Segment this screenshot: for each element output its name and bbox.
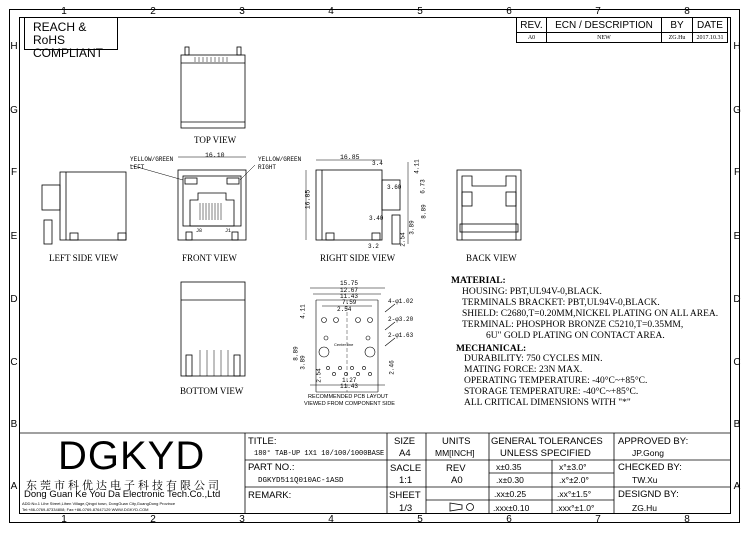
date-header: DATE bbox=[693, 18, 728, 33]
pcb-center-line-label: Center line bbox=[334, 342, 354, 347]
dimension-3-40: 3.40 bbox=[369, 215, 384, 222]
scale-value: 1:1 bbox=[399, 475, 413, 486]
zone-col-bottom: 2 bbox=[150, 514, 156, 525]
remark-label: REMARK: bbox=[248, 490, 292, 501]
tolerance-angular: .x°±2.0° bbox=[559, 475, 589, 485]
compliance-line1: REACH & RoHS bbox=[33, 20, 87, 47]
mechanical-line: ALL CRITICAL DIMENSIONS WITH "*" bbox=[464, 398, 631, 408]
checked-by-label: CHECKED BY: bbox=[618, 462, 682, 473]
pcb-dim-8-89: 8.89 bbox=[292, 346, 300, 361]
rev-header: REV. bbox=[517, 18, 547, 33]
led-right-side-label: RIGHT bbox=[258, 164, 277, 171]
zone-row-left: F bbox=[10, 167, 18, 178]
zone-col-top: 6 bbox=[506, 6, 512, 17]
tolerance-linear: .xxx±0.10 bbox=[493, 503, 530, 513]
sheet-value: 1/3 bbox=[399, 503, 413, 514]
company-logo: DGKYD bbox=[58, 434, 206, 478]
rev-label: REV bbox=[446, 463, 466, 474]
material-line: SHIELD: C2680,T=0.20MM,NICKEL PLATING ON ALL AREA. bbox=[462, 309, 719, 319]
zone-col-bottom: 4 bbox=[328, 514, 334, 525]
tolerance-subtitle: UNLESS SPECIFIED bbox=[500, 448, 591, 459]
mechanical-line: OPERATING TEMPERATURE: -40°C~+85°C. bbox=[464, 376, 648, 386]
date-value: 2017.10.31 bbox=[693, 33, 728, 43]
tolerance-title: GENERAL TOLERANCES bbox=[491, 436, 603, 447]
zone-row-right: C bbox=[733, 357, 741, 368]
checked-by-value: TW.Xu bbox=[632, 475, 658, 485]
pcb-dim-1-27: 1.27 bbox=[342, 377, 357, 384]
pcb-dim-11-43: 11.43 bbox=[340, 293, 359, 300]
pcb-layout-caption-sub: VIEWED FROM COMPONENT SIDE bbox=[304, 401, 395, 407]
dimension-3-60: 3.60 bbox=[387, 184, 402, 191]
pcb-hole-1-63: 2-φ1.63 bbox=[388, 332, 414, 339]
zone-col-top: 3 bbox=[239, 6, 245, 17]
zone-row-left: H bbox=[10, 41, 18, 52]
front-view-caption: FRONT VIEW bbox=[182, 253, 237, 263]
size-value: A4 bbox=[399, 448, 411, 459]
size-label: SIZE bbox=[394, 436, 416, 447]
sheet-label: SHEET bbox=[389, 490, 421, 501]
dimension-3-2: 3.2 bbox=[368, 243, 379, 250]
pcb-dim-2-54-vertical: 2.54 bbox=[315, 368, 323, 383]
mechanical-title: MECHANICAL: bbox=[456, 344, 527, 354]
approved-by-value: JP.Gong bbox=[632, 448, 664, 458]
by-value: ZG.Hu bbox=[662, 33, 693, 43]
mechanical-line: DURABILITY: 750 CYCLES MIN. bbox=[464, 354, 603, 364]
dimension-3-89: 3.89 bbox=[408, 220, 416, 235]
mechanical-line: STORAGE TEMPERATURE: -40°C~+85°C. bbox=[464, 387, 639, 397]
zone-col-top: 5 bbox=[417, 6, 423, 17]
tolerance-angular: x°±3.0° bbox=[559, 462, 587, 472]
right-side-view-caption: RIGHT SIDE VIEW bbox=[320, 253, 396, 263]
tolerance-angular: .xxx°±1.0° bbox=[556, 503, 595, 513]
pcb-dim-11-43-bottom: 11.43 bbox=[340, 383, 359, 390]
zone-col-bottom: 5 bbox=[417, 514, 423, 525]
by-header: BY bbox=[662, 18, 693, 33]
zone-row-right: A bbox=[733, 481, 741, 492]
approved-by-label: APPROVED BY: bbox=[618, 436, 689, 447]
material-title: MATERIAL: bbox=[451, 276, 506, 286]
part-no-value: DGKYD511Q010AC-1ASD bbox=[258, 477, 344, 485]
pcb-dim-4-11: 4.11 bbox=[299, 304, 307, 319]
led-left-side-label: LEFT bbox=[130, 164, 145, 171]
tolerance-linear: .xx±0.25 bbox=[494, 489, 527, 499]
back-view-caption: BACK VIEW bbox=[466, 253, 517, 263]
led-left-color-label: YELLOW/GREEN bbox=[130, 156, 174, 163]
front-width-dimension: 16.10 bbox=[205, 152, 225, 159]
pcb-dim-2-54: 2.54 bbox=[337, 306, 352, 313]
dimension-4-11: 4.11 bbox=[413, 159, 421, 174]
bottom-view-drawing bbox=[181, 282, 245, 376]
pin-j8-label: J8 bbox=[196, 228, 203, 234]
pcb-hole-1-02: 4-φ1.02 bbox=[388, 298, 414, 305]
pcb-dim-2-46: 2.46 bbox=[388, 360, 396, 375]
zone-row-left: G bbox=[10, 105, 18, 116]
zone-row-left: B bbox=[10, 419, 18, 430]
dimension-8-89: 8.89 bbox=[420, 204, 428, 219]
top-view-caption: TOP VIEW bbox=[194, 135, 237, 145]
zone-row-right: G bbox=[733, 105, 741, 116]
front-view-drawing bbox=[130, 157, 255, 240]
company-contact: Tel:+86-0769-87334808; Fax:+86-0769-87647129 WWW.DGKYD.COM bbox=[22, 507, 149, 512]
tolerance-linear: .x±0.30 bbox=[496, 475, 524, 485]
zone-row-left: D bbox=[10, 294, 18, 305]
company-name-cn: 东莞市科优达电子科技有限公司 bbox=[26, 480, 222, 492]
zone-col-top: 1 bbox=[61, 6, 67, 17]
title-value: 180° TAB-UP 1X1 10/100/1000BASE bbox=[254, 450, 385, 458]
zone-row-right: D bbox=[733, 294, 741, 305]
pcb-dim-3-89: 3.89 bbox=[299, 355, 307, 370]
part-no-label: PART NO.: bbox=[248, 462, 295, 473]
top-view-drawing bbox=[181, 47, 245, 128]
company-name-en: Dong Guan Ke You Da Electronic Tech.Co.,Ltd bbox=[24, 489, 221, 500]
back-view-drawing bbox=[457, 170, 521, 240]
zone-col-top: 4 bbox=[328, 6, 334, 17]
pcb-dim-7-59: 7.59 bbox=[342, 299, 357, 306]
tolerance-angular: .xx°±1.5° bbox=[557, 489, 592, 499]
pcb-dim-12-67: 12.67 bbox=[340, 287, 359, 294]
led-right-color-label: YELLOW/GREEN bbox=[258, 156, 302, 163]
right-length-dimension: 16.85 bbox=[340, 154, 360, 161]
designed-by-value: ZG.Hu bbox=[632, 503, 658, 513]
tolerance-linear: x±0.35 bbox=[496, 462, 522, 472]
zone-row-right: F bbox=[733, 167, 741, 178]
title-label: TITLE: bbox=[248, 436, 277, 447]
compliance-line2: COMPLIANT bbox=[33, 46, 104, 60]
zone-row-right: H bbox=[733, 41, 741, 52]
rev-value-block: A0 bbox=[451, 475, 463, 486]
dimension-3-4: 3.4 bbox=[372, 160, 383, 167]
zone-col-bottom: 6 bbox=[506, 514, 512, 525]
zone-col-bottom: 7 bbox=[595, 514, 601, 525]
zone-col-top: 2 bbox=[150, 6, 156, 17]
zone-col-bottom: 8 bbox=[684, 514, 690, 525]
zone-col-top: 7 bbox=[595, 6, 601, 17]
zone-row-right: E bbox=[733, 231, 741, 242]
zone-row-left: A bbox=[10, 481, 18, 492]
left-side-view-drawing bbox=[42, 172, 126, 244]
scale-label: SACLE bbox=[390, 463, 422, 474]
zone-col-bottom: 3 bbox=[239, 514, 245, 525]
pcb-dim-15-75: 15.75 bbox=[340, 280, 359, 287]
zone-row-left: C bbox=[10, 357, 18, 368]
right-height-dimension: 16.85 bbox=[304, 189, 312, 210]
ecn-value: NEW bbox=[547, 33, 662, 43]
zone-col-top: 8 bbox=[684, 6, 690, 17]
ecn-header: ECN / DESCRIPTION bbox=[547, 18, 662, 33]
material-line: TERMINALS BRACKET: PBT,UL94V-0,BLACK. bbox=[462, 298, 660, 308]
pcb-layout-caption: RECOMMENDED PCB LAYOUT bbox=[308, 394, 389, 400]
designed-by-label: DESIGND BY: bbox=[618, 489, 679, 500]
mechanical-line: MATING FORCE: 23N MAX. bbox=[464, 365, 583, 375]
rev-value: A0 bbox=[517, 33, 547, 43]
pin-j1-label: J1 bbox=[225, 228, 232, 234]
bottom-view-caption: BOTTOM VIEW bbox=[180, 386, 244, 396]
material-line: TERMINAL: PHOSPHOR BRONZE C5210,T=0.35MM, bbox=[462, 320, 684, 330]
material-line: HOUSING: PBT,UL94V-0,BLACK. bbox=[462, 287, 602, 297]
pcb-hole-3-20: 2-φ3.20 bbox=[388, 316, 414, 323]
material-line: 6U" GOLD PLATING ON CONTACT AREA. bbox=[486, 331, 665, 341]
zone-col-bottom: 1 bbox=[61, 514, 67, 525]
units-label: UNITS bbox=[442, 436, 471, 447]
left-side-view-caption: LEFT SIDE VIEW bbox=[49, 253, 119, 263]
dimension-6-73: 6.73 bbox=[419, 179, 427, 194]
units-value: MM[INCH] bbox=[435, 448, 475, 458]
dimension-2-54: 2.54 bbox=[399, 232, 407, 247]
zone-row-left: E bbox=[10, 231, 18, 242]
zone-row-right: B bbox=[733, 419, 741, 430]
company-address: ADD:No.1 Lihe Street,Lihen Village,Qingxi town, DongGuan City,GuangDong Province bbox=[22, 501, 176, 506]
